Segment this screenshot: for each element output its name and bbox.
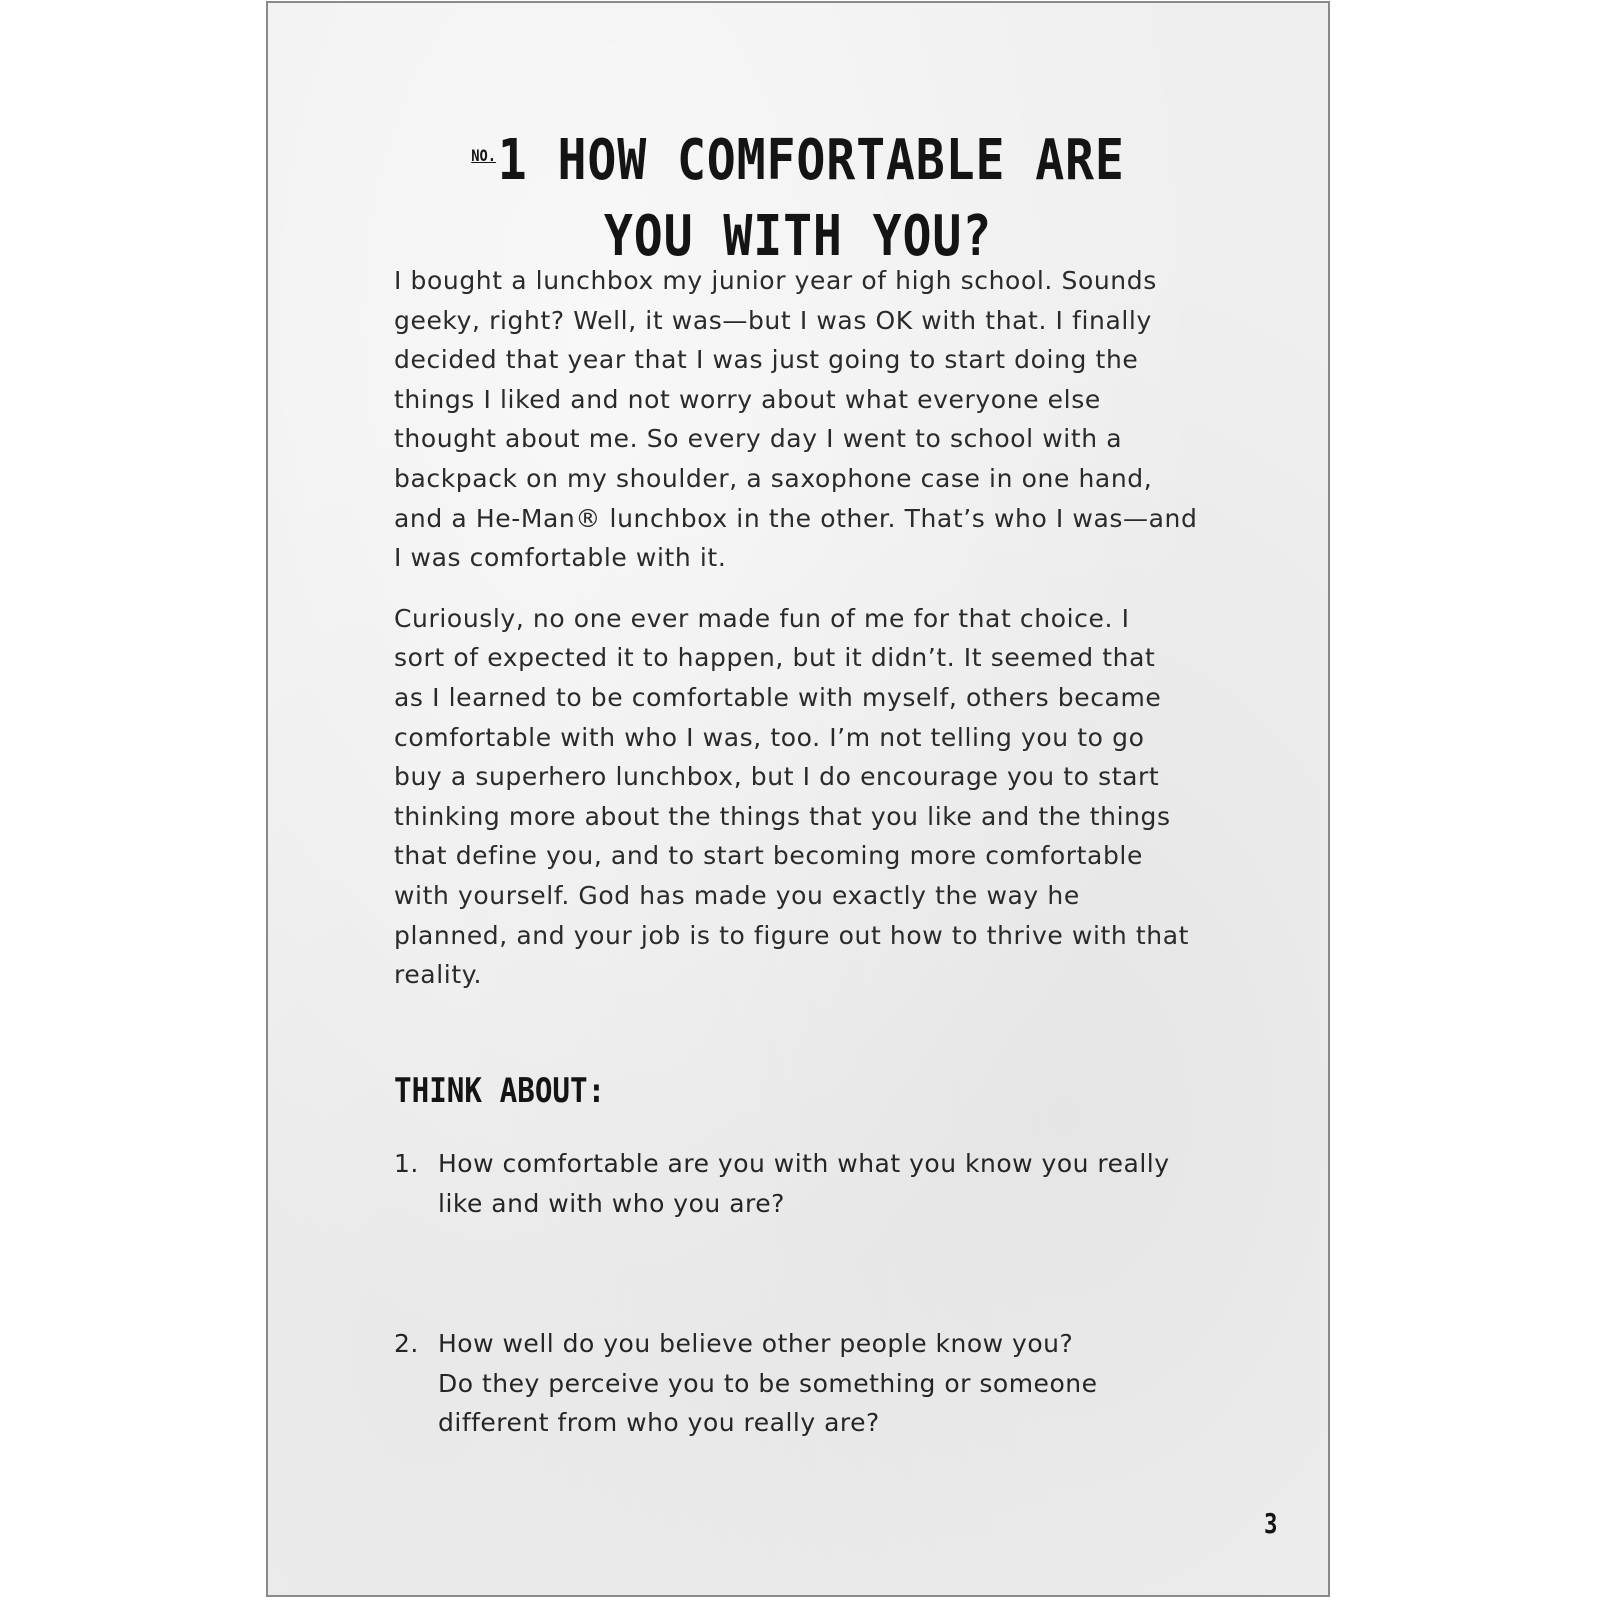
chapter-title-text-1: HOW COMFORTABLE ARE (557, 128, 1125, 193)
question-number-1: 1. (394, 1149, 419, 1178)
question-number-2: 2. (394, 1329, 419, 1358)
page-number: 3 (1264, 1507, 1278, 1540)
chapter-number: 1 (497, 128, 528, 193)
chapter-title (342, 123, 1254, 275)
paragraph-2: Curiously, no one ever made fun of me for that choice. I sort of expected it to happen, but it didn’t. It seemed that as I learned to be comfortable with myself, others became comfortable with who I was, too. I’m not telling you to go buy a superhero lunchbox, but I do encourage you to start thinking more about the things that you like and the things that define you, and to start becoming more comfortable with yourself. God has made you exactly the way he planned, and your job is to figure out how to thrive with that reality. (394, 603, 1190, 990)
paragraph-1: I bought a lunchbox my junior year of high school. Sounds geeky, right? Well, it was—but I was OK with that. I finally decided that year that I was just going to start doing the things I liked and not worry about what everyone else thought about me. So every day I went to school with a backpack on my shoulder, a saxophone case in one hand, and a He-Man® lunchbox in the other. That’s who I was—and I was comfortable with it. (394, 266, 1198, 573)
chapter-title-line-1 (342, 123, 1254, 199)
think-about-heading: THINK ABOUT: (394, 1071, 606, 1111)
question-item-2 (394, 1324, 1214, 1443)
chapter-title-line-2: YOU WITH YOU? (603, 204, 993, 269)
question-text-2: How well do you believe other people know you? Do they perceive you to be something or someone different from who you really are? (438, 1329, 1098, 1438)
book-page (266, 1, 1330, 1597)
body-text (394, 261, 1214, 1016)
question-item-1 (394, 1144, 1214, 1223)
question-text-1: How comfortable are you with what you know you really like and with who you are? (438, 1149, 1170, 1218)
number-prefix: NO. (471, 146, 497, 165)
